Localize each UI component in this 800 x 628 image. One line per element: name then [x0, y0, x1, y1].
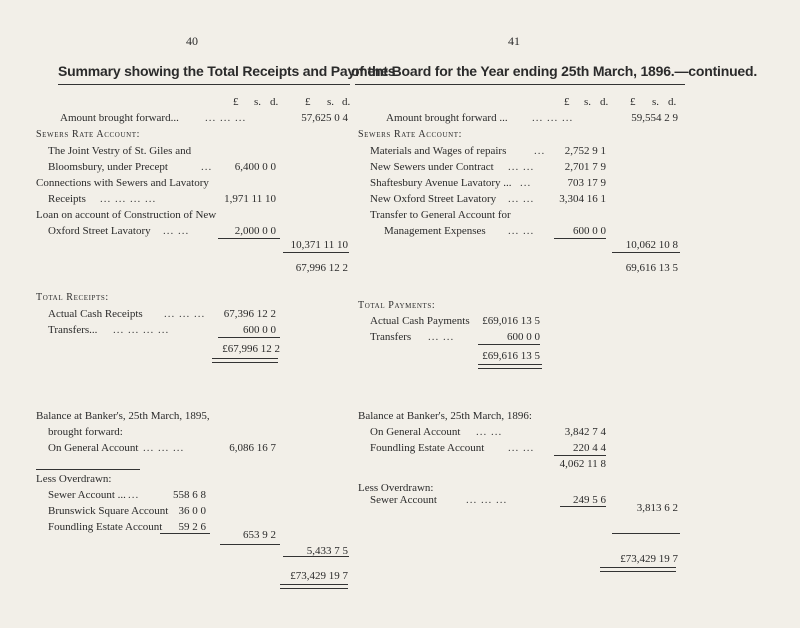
left-receipt-1-label: Actual Cash Receipts [48, 308, 143, 320]
right-item-3-label: Shaftesbury Avenue Lavatory ... [370, 177, 512, 189]
right-general-account-amount: 3,842 7 4 [564, 426, 606, 438]
right-payments-total: £69,616 13 5 [482, 350, 540, 362]
right-payment-2-amount: 600 0 0 [507, 331, 540, 343]
col-shilling-2: s. [327, 96, 335, 108]
col-pound-4: £ [630, 96, 636, 108]
col-shilling-3: s. [584, 96, 592, 108]
left-item-1-line2: Bloomsbury, under Precept [48, 161, 168, 173]
left-item-2-amount: 1,971 11 10 [224, 193, 276, 205]
right-payment-1-label: Actual Cash Payments [370, 315, 470, 327]
right-transfer-dots: ... ... [508, 225, 535, 237]
left-sum-rule-2 [283, 252, 349, 253]
left-overdrawn-3-label: Foundling Estate Account [48, 521, 163, 533]
left-item-1-dots: ... [201, 161, 213, 173]
left-total-receipts-heading: Total Receipts: [36, 292, 109, 303]
left-overdrawn-1-amount: 558 6 8 [173, 489, 206, 501]
right-payment-1-amount: £69,016 13 5 [482, 315, 540, 327]
col-pence-3: d. [600, 96, 609, 108]
right-payment-2-dots: ... ... [428, 331, 455, 343]
right-sum-rule-2 [612, 252, 680, 253]
right-balance-line: Balance at Banker's, 25th March, 1896: [358, 410, 532, 422]
left-receipt-1-amount: 67,396 12 2 [223, 308, 276, 320]
left-receipt-2-dots: ... ... ... ... [113, 324, 170, 336]
page-number-left: 40 [186, 34, 198, 48]
col-pound-1: £ [233, 96, 239, 108]
right-sum-rule-1 [554, 238, 606, 239]
left-net-balance: 5,433 7 5 [306, 545, 348, 557]
right-sewers-heading: Sewers Rate Account: [358, 129, 463, 140]
right-item-1-amount: 2,752 9 1 [564, 145, 606, 157]
left-item-2-line1: Connections with Sewers and Lavatory [36, 177, 209, 189]
right-less-overdrawn: Less Overdrawn: [358, 482, 434, 494]
right-item-1-dots: ... [534, 145, 546, 157]
right-item-1-label: Materials and Wages of repairs [370, 145, 507, 157]
left-overdrawn-3-amount: 59 2 6 [178, 521, 206, 533]
col-pound-3: £ [564, 96, 570, 108]
left-general-account-amount: 6,086 16 7 [229, 442, 276, 454]
right-net-balance: 3,813 6 2 [636, 502, 678, 514]
page-number-right: 41 [508, 34, 520, 48]
left-receipts-rule [218, 337, 280, 338]
left-brought-forward-label: Amount brought forward... [60, 112, 179, 124]
right-sewer-account-label: Sewer Account [370, 494, 437, 506]
right-item-3-amount: 703 17 9 [567, 177, 606, 189]
left-general-account-label: On General Account [48, 442, 139, 454]
left-balance-line1: Balance at Banker's, 25th March, 1895, [36, 410, 210, 422]
right-grand-total: 69,616 13 5 [625, 262, 678, 274]
right-brought-forward-dots: ... ... ... [532, 112, 574, 124]
left-item-3-dots: ... ... [163, 225, 190, 237]
right-transfer-line2: Management Expenses [384, 225, 486, 237]
right-payment-2-label: Transfers [370, 331, 412, 343]
col-pence-1: d. [270, 96, 279, 108]
left-less-overdrawn: Less Overdrawn: [36, 473, 112, 485]
right-brought-forward-amount: 59,554 2 9 [631, 112, 678, 124]
right-overdrawn-rule [560, 506, 606, 507]
left-final-rule [283, 556, 349, 557]
left-sewers-total: 10,371 11 10 [290, 239, 348, 251]
right-foundling-label: Foundling Estate Account [370, 442, 485, 454]
left-sewers-heading: Sewers Rate Account: [36, 129, 141, 140]
left-overdrawn-2-label: Brunswick Square Account [48, 505, 169, 517]
left-item-2-dots: ... ... ... ... [100, 193, 157, 205]
right-transfer-line1: Transfer to General Account for [370, 209, 511, 221]
left-receipts-total: £67,996 12 2 [222, 343, 280, 355]
right-final-double-rule [600, 567, 676, 572]
left-receipt-2-label: Transfers... [48, 324, 98, 336]
right-item-4-label: New Oxford Street Lavatory [370, 193, 497, 205]
header-rule-right [355, 84, 685, 85]
left-item-3-amount: 2,000 0 0 [234, 225, 276, 237]
left-overdrawn-1-dots: ... [128, 489, 140, 501]
right-item-2-dots: ... ... [508, 161, 535, 173]
col-shilling-4: s. [652, 96, 660, 108]
left-item-3-line2: Oxford Street Lavatory [48, 225, 151, 237]
right-item-4-dots: ... ... [508, 193, 535, 205]
left-net-rule [220, 544, 280, 545]
right-subtotal: 4,062 11 8 [559, 458, 606, 470]
left-sum-rule-1 [218, 238, 280, 239]
header-rule-left [58, 84, 350, 85]
right-final-total: £73,429 19 7 [620, 553, 678, 565]
right-item-2-label: New Sewers under Contract [370, 161, 494, 173]
left-less-overdrawn-rule [36, 469, 140, 470]
left-receipt-1-dots: ... ... ... [164, 308, 206, 320]
right-item-2-amount: 2,701 7 9 [564, 161, 606, 173]
title-right: of the Board for the Year ending 25th March, 1896.—continued. [351, 63, 758, 79]
right-total-payments-heading: Total Payments: [358, 300, 436, 311]
left-overdrawn-rule [160, 533, 210, 534]
left-overdrawn-2-amount: 36 0 0 [178, 505, 206, 517]
right-sewers-total: 10,062 10 8 [625, 239, 678, 251]
left-receipt-2-amount: 600 0 0 [243, 324, 276, 336]
right-brought-forward-label: Amount brought forward ... [386, 112, 508, 124]
left-balance-line2: brought forward: [48, 426, 123, 438]
col-shilling-1: s. [254, 96, 262, 108]
left-receipts-double-rule [212, 358, 278, 363]
right-subtotal-rule [554, 455, 606, 456]
right-general-account-dots: ... ... [476, 426, 503, 438]
right-sewer-account-amount: 249 5 6 [573, 494, 606, 506]
left-final-total: £73,429 19 7 [290, 570, 348, 582]
left-general-account-dots: ... ... ... [143, 442, 185, 454]
right-payments-rule [478, 344, 540, 345]
left-overdrawn-1-label: Sewer Account ... [48, 489, 126, 501]
left-final-double-rule [280, 584, 348, 589]
left-item-1-amount: 6,400 0 0 [234, 161, 276, 173]
left-overdrawn-total: 653 9 2 [243, 529, 276, 541]
col-pence-2: d. [342, 96, 351, 108]
right-sewer-account-dots: ... ... ... [466, 494, 508, 506]
left-brought-forward-dots: ... ... ... [205, 112, 247, 124]
right-foundling-dots: ... ... [508, 442, 535, 454]
right-item-3-dots: ... [520, 177, 532, 189]
right-final-rule [612, 533, 680, 534]
right-general-account-label: On General Account [370, 426, 461, 438]
left-item-1-line1: The Joint Vestry of St. Giles and [48, 145, 192, 157]
right-transfer-amount: 600 0 0 [573, 225, 606, 237]
left-brought-forward-amount: 57,625 0 4 [301, 112, 348, 124]
right-payments-double-rule [478, 364, 542, 369]
col-pound-2: £ [305, 96, 311, 108]
title-left: Summary showing the Total Receipts and Payments [58, 63, 396, 79]
right-item-4-amount: 3,304 16 1 [559, 193, 606, 205]
left-grand-total: 67,996 12 2 [295, 262, 348, 274]
col-pence-4: d. [668, 96, 677, 108]
right-foundling-amount: 220 4 4 [573, 442, 606, 454]
left-item-3-line1: Loan on account of Construction of New [36, 209, 217, 221]
left-item-2-line2: Receipts [48, 193, 86, 205]
